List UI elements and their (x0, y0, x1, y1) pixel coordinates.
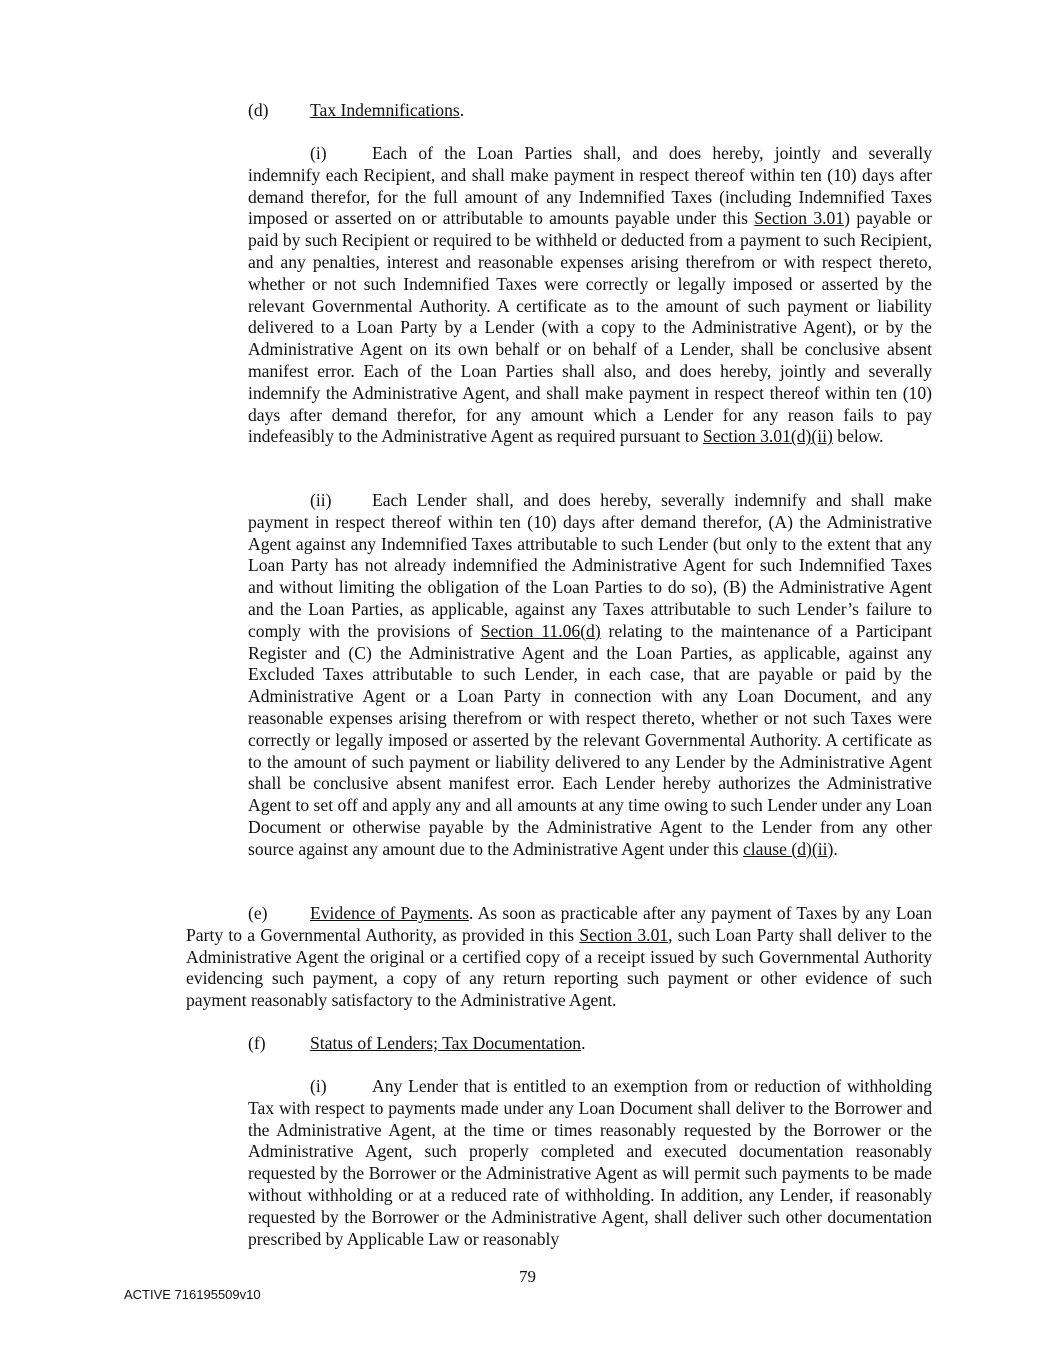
section-d-i-label: (i) (310, 143, 327, 163)
section-d-ii-paragraph (248, 490, 932, 861)
section-f-heading (248, 1033, 948, 1055)
section-d-i-text-2: ) payable or paid by such Recipient or required to be withheld or deducted from a payment to such Recipient, and any penalties, interest and reasonable expenses arising therefrom or with respect thereto, whether or not such Indemnified Taxes were correctly or legally imposed or asserted by the relevant Governmental Authority. A certificate as to the amount of such payment or liability delivered to a Loan Party by a Lender (with a copy to the Administrative Agent), or by the Administrative Agent on its own behalf or on behalf of a Lender, shall be conclusive absent manifest error. Each of the Loan Parties shall also, and does hereby, jointly and severally indemnify the Administrative Agent, and shall make payment in respect thereof within ten (10) days after demand therefor, for any amount which a Lender for any reason fails to pay indefeasibly to the Administrative Agent as required pursuant to (248, 208, 932, 447)
section-d-i-paragraph (248, 143, 932, 448)
section-d-ii-text-1: Each Lender shall, and does hereby, severally indemnify and shall make payment in respect thereof within ten (10) days after demand therefor, (A) the Administrative Agent against any Indemnified Taxes attributable to such Lender (but only to the extent that any Loan Party has not already indemnified the Administrative Agent for such Indemnified Taxes and without limiting the obligation of the Loan Parties to do so), (B) the Administrative Agent and the Loan Parties, as applicable, against any Taxes attributable to such Lender’s failure to comply with the provisions of (248, 490, 932, 641)
section-f-title: Status of Lenders; Tax Documentation (310, 1033, 582, 1053)
document-id: ACTIVE 716195509v10 (124, 1287, 261, 1302)
section-d-ii-text-2: relating to the maintenance of a Participant Register and (C) the Administrative Agent and the Loan Parties, as applicable, against any Excluded Taxes attributable to such Lender, in each case, that are payable or paid by the Administrative Agent or a Loan Party in connection with any Loan Document, and any reasonable expenses arising therefrom or with respect thereto, whether or not such Taxes were correctly or legally imposed or asserted by the relevant Governmental Authority. A certificate as to the amount of such payment or liability delivered to any Lender by the Administrative Agent shall be conclusive absent manifest error. Each Lender hereby authorizes the Administrative Agent to set off and apply any and all amounts at any time owing to such Lender under any Loan Document or otherwise payable by the Administrative Agent to the Lender from any other source against any amount due to the Administrative Agent under this (248, 620, 933, 859)
section-d-label: (d) (248, 100, 269, 120)
section-d-title-trail: . (459, 100, 465, 120)
section-d-title: Tax Indemnifications (310, 100, 460, 120)
section-d-i-text-3: below. (832, 426, 884, 447)
section-f-i-paragraph (248, 1076, 932, 1250)
section-d-heading (248, 100, 948, 122)
section-f-i-text-1: Any Lender that is entitled to an exemption from or reduction of withholding Tax with respect to payments made under any Loan Document shall deliver to the Borrower and the Administrative Agent, at the time or times reasonably requested by the Borrower or the Administrative Agent, such properly completed and executed documentation reasonably requested by the Borrower or the Administrative Agent as will permit such payments to be made without withholding or at a reduced rate of withholding. In addition, any Lender, if reasonably requested by the Borrower or the Administrative Agent, shall deliver such other documentation prescribed by Applicable Law or reasonably (248, 1076, 932, 1249)
section-d-i-ref-1: Section 3.01 (754, 208, 845, 229)
section-d-ii-text-3: . (833, 838, 838, 859)
section-d-ii-ref-1: Section 11.06(d) (480, 620, 601, 641)
section-f-title-trail: . (581, 1033, 586, 1053)
section-e-text-1: . As soon as practicable after any payment of Taxes by any Loan Party to a Governmental Authority, as provided in this (186, 903, 932, 945)
section-e-title: Evidence of Payments (310, 903, 469, 923)
section-e-text-2: , such Loan Party shall deliver to the Administrative Agent the original or a certified copy of a receipt issued by such Governmental Authority evidencing such payment, a copy of any return reporting such payment or other evidence of such payment reasonably satisfactory to the Administrative Agent. (186, 924, 932, 1011)
section-f-i-label: (i) (310, 1076, 327, 1096)
section-e-label: (e) (248, 903, 268, 923)
section-f-label: (f) (248, 1033, 266, 1053)
section-d-ii-label: (ii) (310, 490, 332, 510)
section-d-i-ref-2: Section 3.01(d)(ii) (702, 426, 833, 447)
section-d-i-text-1: Each of the Loan Parties shall, and does hereby, jointly and severally indemnify each Recipient, and shall make payment in respect thereof within ten (10) days after demand therefor, for the full amount of any Indemnified Taxes (including Indemnified Taxes imposed or asserted on or attributable to amounts payable under this (248, 143, 932, 229)
section-e-ref-1: Section 3.01 (579, 924, 669, 945)
page-number: 79 (519, 1267, 536, 1286)
section-d-ii-ref-2: clause (d)(ii) (742, 838, 834, 859)
section-e-paragraph (186, 903, 932, 1012)
